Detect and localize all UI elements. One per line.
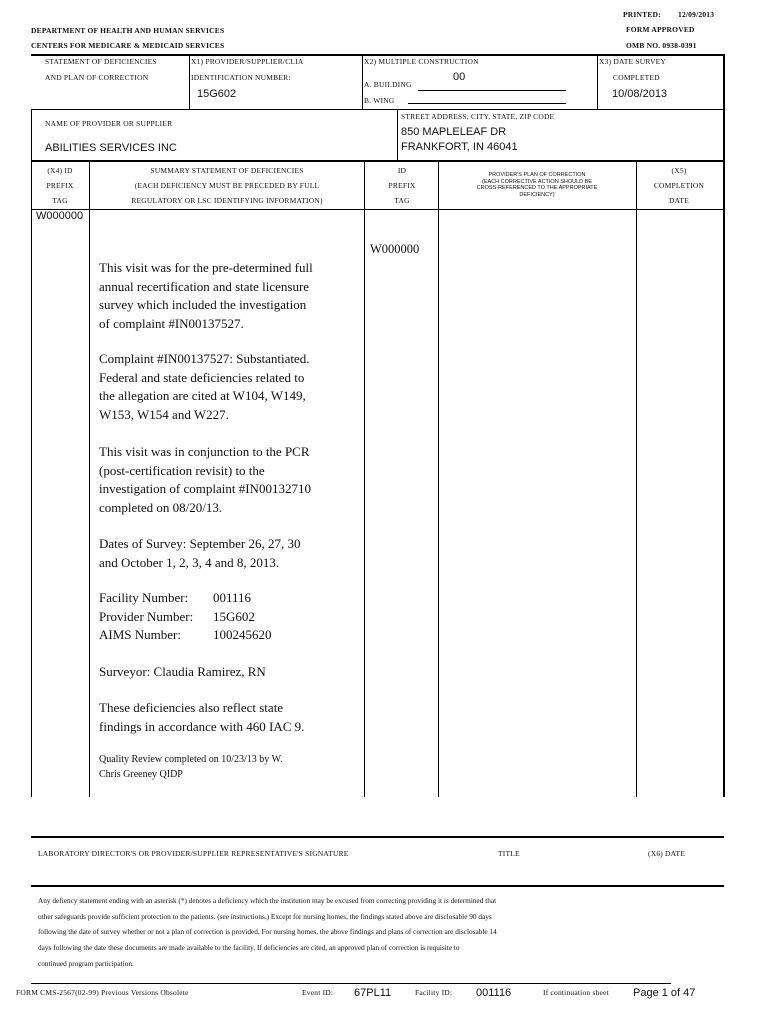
footer-rule [31, 983, 671, 984]
divider [723, 54, 725, 110]
paragraph-3: This visit was in conjunction to the PCR (post-certification revisit) to the investigation of complaint #IN00132710 completed on 08/20/13. [99, 444, 311, 515]
top-box-bottom-border [31, 109, 724, 110]
omb-number: OMB NO. 0938-0391 [626, 41, 697, 50]
x4-header-2: PREFIX [46, 181, 74, 190]
id-header-2: PREFIX [388, 181, 416, 190]
column-line [636, 160, 637, 797]
id-header-3: TAG [394, 196, 410, 205]
provider-number-value: 15G602 [213, 609, 255, 624]
centers-name: CENTERS FOR MEDICARE & MEDICAID SERVICES [31, 41, 225, 50]
summary-header-3: REGULATORY OR LSC IDENTIFYING INFORMATION) [131, 196, 323, 205]
address-line-1: 850 MAPLELEAF DR [401, 126, 507, 138]
address-line-2: FRANKFORT, IN 46041 [401, 141, 518, 153]
provider-number-row [99, 608, 255, 627]
event-id-value: 67PL11 [354, 987, 392, 999]
x1-label-1: X1) PROVIDER/SUPPLIER/CLIA [191, 57, 304, 66]
provider-name-value: ABILITIES SERVICES INC [45, 142, 177, 154]
divider [723, 109, 725, 161]
signature-label: LABORATORY DIRECTOR'S OR PROVIDER/SUPPLIER REPRESENTATIVE'S SIGNATURE [38, 849, 349, 858]
aims-number-row [99, 626, 272, 645]
x2-label: X2) MULTIPLE CONSTRUCTION [364, 57, 479, 66]
facility-id-label: Facility ID: [415, 988, 453, 997]
surveyor-line: Surveyor: Claudia Ramirez, RN [99, 664, 266, 679]
x3-label-2: COMPLETED [613, 73, 660, 82]
statement-label-2: AND PLAN OF CORRECTION [45, 73, 149, 82]
column-header-bottom-border [31, 209, 724, 210]
paragraph-1: This visit was for the pre-determined full annual recertification and state licensure survey which included the investigation of complaint #IN00137527. [99, 260, 313, 331]
disclosure-notice: Any defiency statement ending with an asterisk (*) denotes a deficiency which the institution may be excused from correcting providing it is determined that other safeguards provide sufficient protection to the patients. (see instructions.) Except for nursing homes, the findings stated above are disclosable 90 days following the date of survey whether or not a plan of correction is provided. For nursing homes, the above findings and plans of correction are disclosable 14 days following the date these documents are made available to the facility. If deficiencies are cited, an approved plan of correction is requisite to continued program participation. [38, 896, 497, 968]
quality-review: Quality Review completed on 10/23/13 by W. Chris Greeney QIDP [99, 754, 283, 780]
paragraph-5: These deficiencies also reflect state findings in accordance with 460 IAC 9. [99, 700, 305, 734]
printed-date: 12/09/2013 [678, 10, 715, 19]
signature-bottom-border [31, 885, 724, 887]
x4-header-3: TAG [52, 196, 68, 205]
x5-header-3: DATE [669, 196, 689, 205]
summary-header-2: (EACH DEFICIENCY MUST BE PRECEDED BY FULL [134, 181, 320, 190]
column-line [364, 160, 365, 797]
x5-header-2: COMPLETION [653, 181, 705, 190]
form-number: FORM CMS-2567(02-99) Previous Versions Obsolete [16, 988, 189, 997]
statement-label-1: STATEMENT OF DEFICIENCIES [45, 57, 157, 66]
x1-label-2: IDENTIFICATION NUMBER: [191, 73, 291, 82]
survey-date-value: 10/08/2013 [612, 88, 668, 100]
provider-name-label: NAME OF PROVIDER OR SUPPLIER [45, 119, 173, 128]
x3-label-1: X3) DATE SURVEY [599, 57, 666, 66]
id-header-1: ID [397, 166, 407, 175]
paragraph-2: Complaint #IN00137527: Substantiated. Federal and state deficiencies related to the allegation are cited at W104, W149, W153, W154 and W227. [99, 351, 310, 422]
divider [597, 54, 598, 110]
facility-number-value: 001116 [213, 590, 252, 605]
survey-dates: Dates of Survey: September 26, 27, 30 and October 1, 2, 3, 4 and 8, 2013. [99, 536, 301, 570]
provider-id-value: 15G602 [197, 88, 237, 100]
building-label: A. BUILDING [364, 80, 412, 89]
column-line [89, 160, 90, 797]
building-line [418, 90, 566, 91]
divider [397, 109, 398, 161]
x5-header-1: (X5) [671, 166, 687, 175]
divider [189, 54, 190, 110]
x4-header-1: (X4) ID [47, 166, 73, 175]
title-label: TITLE [498, 849, 520, 858]
wing-label: B. WING [364, 96, 395, 105]
provider-number-label: Provider Number: [99, 609, 194, 624]
facility-number-label: Facility Number: [99, 590, 189, 605]
facility-id-value: 001116 [476, 987, 512, 999]
column-line [31, 160, 32, 797]
divider [362, 54, 363, 110]
divider [31, 109, 32, 161]
department-name: DEPARTMENT OF HEALTH AND HUMAN SERVICES [31, 26, 225, 35]
page-number: Page 1 of 47 [633, 987, 696, 999]
column-line [723, 160, 725, 797]
summary-header-1: SUMMARY STATEMENT OF DEFICIENCIES [150, 166, 304, 175]
form-approved: FORM APPROVED [626, 25, 695, 34]
top-box-top-border [31, 54, 724, 56]
right-tag: W000000 [370, 242, 420, 256]
provider-box-bottom-border [31, 160, 724, 162]
printed-label: PRINTED: [623, 10, 661, 19]
signature-top-border [31, 836, 724, 838]
event-id-label: Event ID: [302, 988, 334, 997]
plan-header: PROVIDER'S PLAN OF CORRECTION (EACH CORRECTIVE ACTION SHOULD BE CROSS-REFERENCED TO THE APPROPRIATE DEFICIENCY) [476, 172, 598, 198]
aims-number-label: AIMS Number: [99, 627, 181, 642]
aims-number-value: 100245620 [213, 627, 272, 642]
address-label: STREET ADDRESS, CITY, STATE, ZIP CODE [401, 112, 555, 121]
wing-line [408, 103, 566, 104]
multiple-construction-value: 00 [453, 71, 466, 83]
continuation-label: If continuation sheet [543, 988, 609, 997]
date-label: (X6) DATE [648, 849, 686, 858]
facility-number-row [99, 589, 251, 608]
left-tag: W000000 [36, 210, 84, 222]
column-line [438, 160, 439, 797]
